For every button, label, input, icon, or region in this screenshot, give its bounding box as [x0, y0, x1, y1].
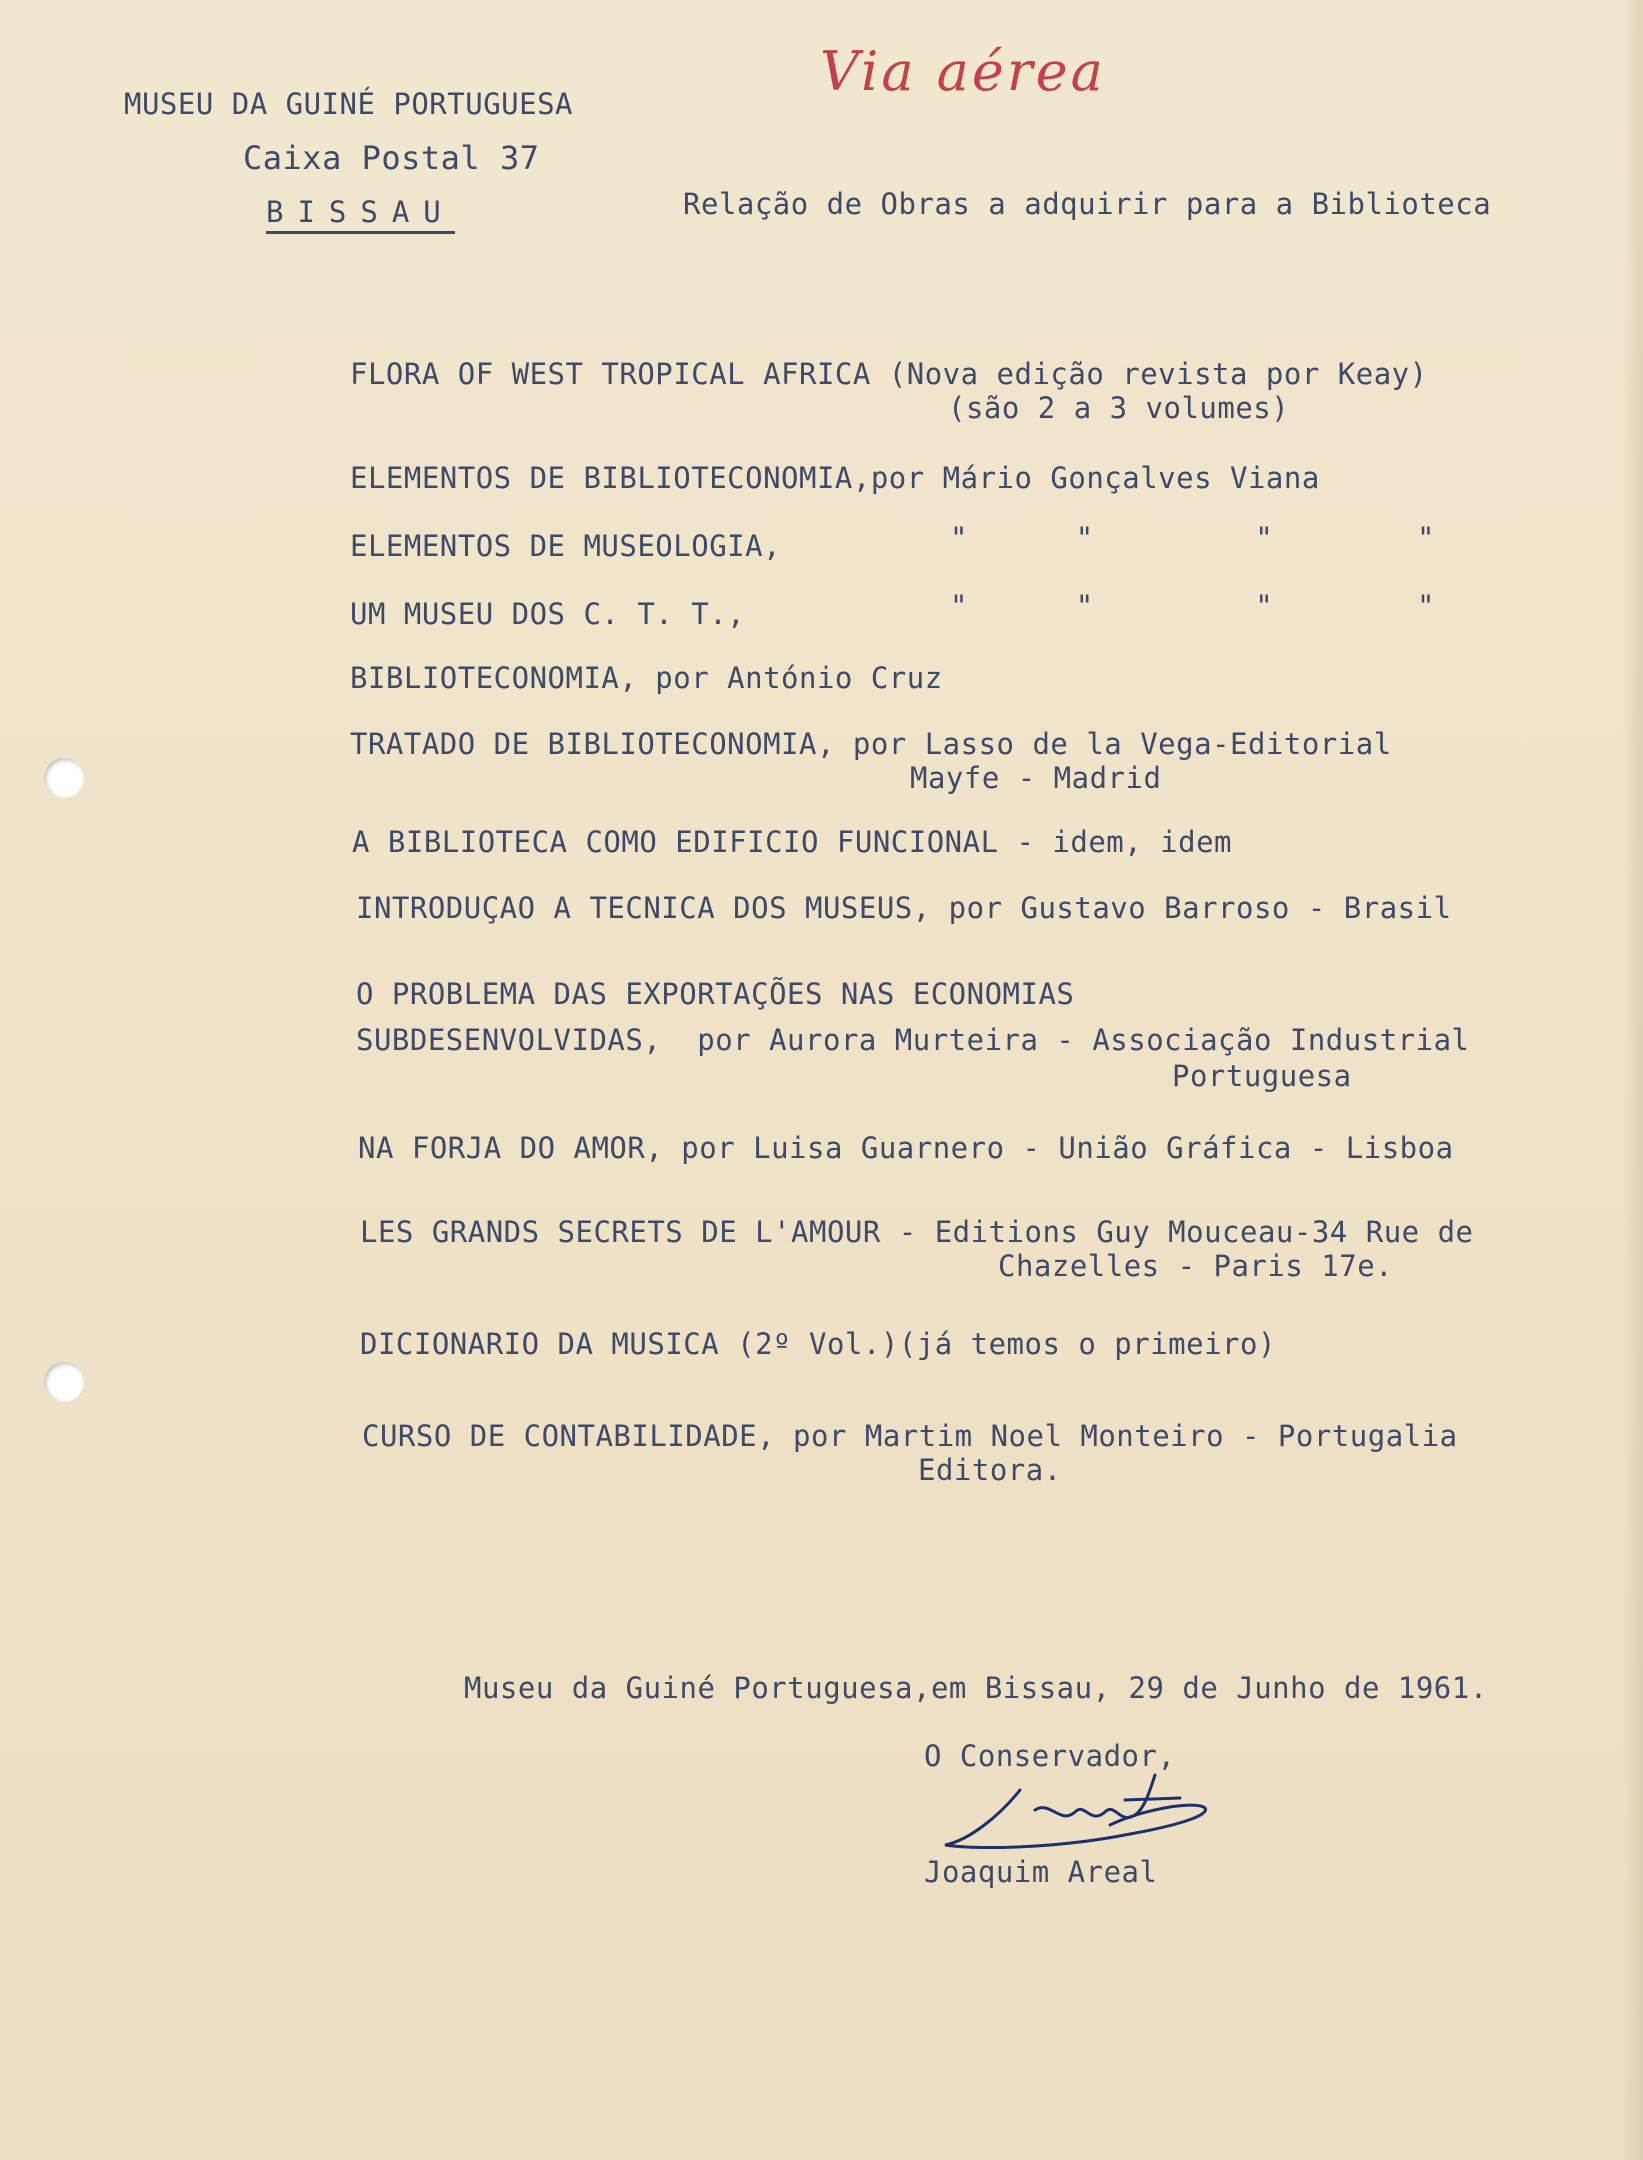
institution-name: MUSEU DA GUINÉ PORTUGUESA [124, 87, 573, 121]
list-item-continuation: (são 2 a 3 volumes) [948, 391, 1290, 425]
signatory-name: Joaquim Areal [924, 1855, 1158, 1889]
list-item-continuation: Mayfe - Madrid [910, 761, 1162, 795]
list-item: NA FORJA DO AMOR, por Luisa Guarnero - União Gráfica - Lisboa [358, 1131, 1454, 1165]
signatory-role: O Conservador, [924, 1739, 1176, 1773]
list-item-continuation: Portuguesa [1172, 1059, 1352, 1093]
list-item: UM MUSEU DOS C. T. T., [350, 597, 746, 631]
ditto-marks: " " " " [950, 521, 1435, 555]
list-item: BIBLIOTECONOMIA, por António Cruz [350, 661, 943, 695]
list-item: ELEMENTOS DE BIBLIOTECONOMIA,por Mário Gonçalves Viana [350, 461, 1320, 495]
document-subject: Relação de Obras a adquirir para a Biblioteca [683, 187, 1492, 221]
city: BISSAU [266, 194, 455, 230]
list-item: O PROBLEMA DAS EXPORTAÇÕES NAS ECONOMIAS [356, 977, 1075, 1011]
punch-hole [44, 758, 84, 798]
ditto-marks: " " " " [950, 589, 1435, 623]
list-item: A BIBLIOTECA COMO EDIFICIO FUNCIONAL - idem, idem [352, 825, 1233, 859]
list-item: LES GRANDS SECRETS DE L'AMOUR - Editions Guy Mouceau-34 Rue de [360, 1215, 1474, 1249]
list-item: CURSO DE CONTABILIDADE, por Martim Noel Monteiro - Portugalia [362, 1419, 1458, 1453]
list-item: FLORA OF WEST TROPICAL AFRICA (Nova edição revista por Keay) [350, 357, 1428, 391]
list-item: DICIONARIO DA MUSICA (2º Vol.)(já temos o primeiro) [360, 1327, 1276, 1361]
postal-address: Caixa Postal 37 [243, 139, 540, 177]
list-item: TRATADO DE BIBLIOTECONOMIA, por Lasso de la Vega-Editorial [350, 727, 1392, 761]
list-item: INTRODUÇAO A TECNICA DOS MUSEUS, por Gustavo Barroso - Brasil [356, 891, 1452, 925]
list-item-continuation: Chazelles - Paris 17e. [998, 1249, 1394, 1283]
place-and-date: Museu da Guiné Portuguesa,em Bissau, 29 de Junho de 1961. [464, 1671, 1488, 1705]
punch-hole [44, 1362, 84, 1402]
list-item-continuation: Editora. [918, 1453, 1062, 1487]
list-item: ELEMENTOS DE MUSEOLOGIA, [350, 529, 782, 563]
list-item-continuation: SUBDESENVOLVIDAS, por Aurora Murteira - Associação Industrial [356, 1023, 1470, 1057]
via-aerea-annotation: Via aérea [820, 40, 1106, 103]
